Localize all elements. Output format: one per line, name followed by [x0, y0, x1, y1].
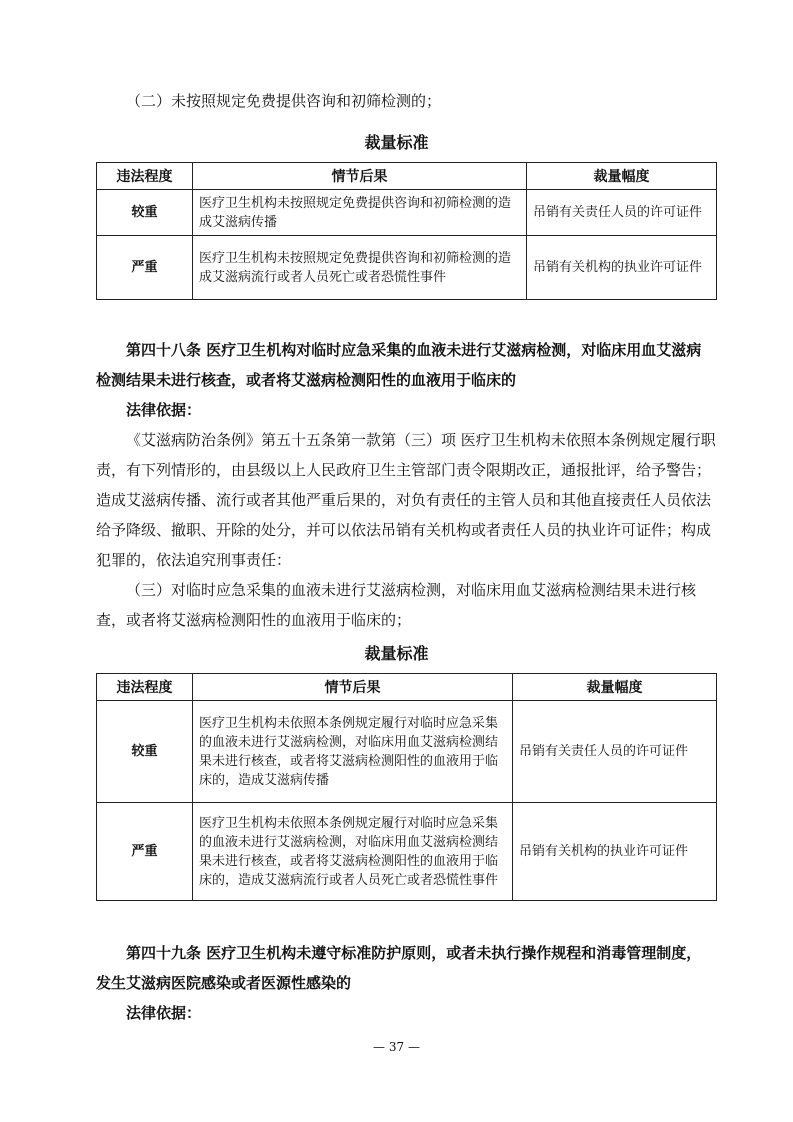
page-number: — 37 — — [373, 1040, 420, 1054]
consequence-cell: 医疗卫生机构未依照本条例规定履行对临时应急采集的血液未进行艾滋病检测，对临床用血艾滋病检测结果未进行核查，或者将艾滋病检测阳性的血液用于临床的，造成艾滋病传播 — [193, 701, 513, 803]
table-header-row — [97, 674, 717, 701]
table-row — [97, 190, 717, 236]
column-header-degree: 违法程度 — [97, 674, 193, 701]
article-48-basis-label: 法律依据： — [126, 401, 202, 419]
penalty-cell: 吊销有关机构的执业许可证件 — [527, 236, 717, 300]
degree-cell: 较重 — [97, 701, 193, 803]
table1-title: 裁量标准 — [364, 133, 429, 152]
degree-cell: 严重 — [97, 803, 193, 901]
degree-cell: 严重 — [97, 236, 193, 300]
column-header-consequence: 情节后果 — [193, 163, 527, 190]
consequence-cell: 医疗卫生机构未依照本条例规定履行对临时应急采集的血液未进行艾滋病检测，对临床用血艾滋病检测结果未进行核查，或者将艾滋病检测阳性的血液用于临床的，造成艾滋病流行或者人员死亡或者恐慌性事件 — [193, 803, 513, 901]
column-header-penalty: 裁量幅度 — [527, 163, 717, 190]
table2-title: 裁量标准 — [364, 644, 429, 663]
article-49-title: 第四十九条 医疗卫生机构未遵守标准防护原则，或者未执行操作规程和消毒管理制度，发生艾滋病医院感染或者医源性感染的 — [96, 944, 702, 992]
penalty-cell: 吊销有关责任人员的许可证件 — [527, 190, 717, 236]
table-row — [97, 236, 717, 300]
article-49-basis-label: 法律依据： — [126, 1004, 202, 1022]
consequence-cell: 医疗卫生机构未按照规定免费提供咨询和初筛检测的造成艾滋病传播 — [193, 190, 527, 236]
criteria-table-1 — [96, 162, 717, 300]
item-2-text: （二）未按照规定免费提供咨询和初筛检测的； — [126, 92, 442, 110]
column-header-consequence: 情节后果 — [193, 674, 513, 701]
penalty-cell: 吊销有关责任人员的许可证件 — [513, 701, 717, 803]
criteria-table-2 — [96, 673, 717, 901]
article-48-title: 第四十八条 医疗卫生机构对临时应急采集的血液未进行艾滋病检测，对临床用血艾滋病检测结果未进行核查，或者将艾滋病检测阳性的血液用于临床的 — [96, 341, 702, 389]
table-row — [97, 803, 717, 901]
article-48-item-3: （三）对临时应急采集的血液未进行艾滋病检测，对临床用血艾滋病检测结果未进行核查，或者将艾滋病检测阳性的血液用于临床的； — [96, 581, 697, 629]
article-48-basis-text: 《艾滋病防治条例》第五十五条第一款第（三）项 医疗卫生机构未依照本条例规定履行职责，有下列情形的，由县级以上人民政府卫生主管部门责令限期改正，通报批评，给予警告；造成艾滋病传播、流行或者其他严重后果的，对负有责任的主管人员和其他直接责任人员依法给予降级、撤职、开除的处分，并可以依法吊销有关机构或者责任人员的执业许可证件；构成犯罪的，依法追究刑事责任： — [96, 431, 716, 569]
penalty-cell: 吊销有关机构的执业许可证件 — [513, 803, 717, 901]
table-row — [97, 701, 717, 803]
column-header-degree: 违法程度 — [97, 163, 193, 190]
table-header-row — [97, 163, 717, 190]
column-header-penalty: 裁量幅度 — [513, 674, 717, 701]
degree-cell: 较重 — [97, 190, 193, 236]
consequence-cell: 医疗卫生机构未按照规定免费提供咨询和初筛检测的造成艾滋病流行或者人员死亡或者恐慌性事件 — [193, 236, 527, 300]
